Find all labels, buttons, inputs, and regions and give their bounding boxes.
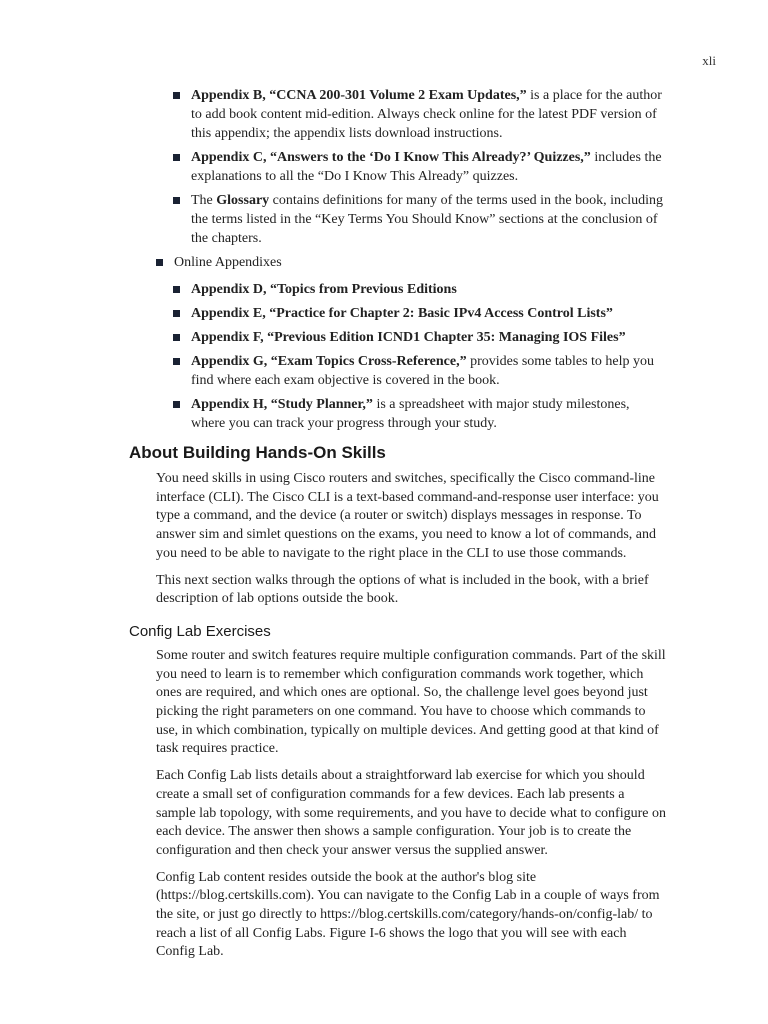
subsection-heading-config-lab: Config Lab Exercises xyxy=(129,622,271,640)
bullet-square-icon xyxy=(173,286,180,293)
bullet-square-icon xyxy=(156,259,163,266)
page-number: xli xyxy=(702,53,716,68)
item-text: provides some tables to help you find where each exam objective is covered in the book. xyxy=(191,354,655,388)
list-item-appendix-e xyxy=(173,304,667,323)
item-title: Glossary xyxy=(216,193,270,208)
list-item-appendix-h xyxy=(173,395,667,433)
item-title: Appendix E, “Practice for Chapter 2: Basic IPv4 Access Control Lists” xyxy=(191,306,613,321)
paragraph: This next section walks through the options of what is included in the book, with a brief description of lab options outside the book. xyxy=(156,572,649,607)
paragraph: Config Lab content resides outside the book at the author's blog site (https://blog.certskills.com). You can navigate to the Config Lab in a couple of ways from the site, or just go directly to https://blog.certskills.com/category/hands-on/config-lab/ to reach a list of all Config Labs. Figure I-6 shows the logo that you will see with each Config Lab. xyxy=(156,869,660,960)
list-item-appendix-c xyxy=(173,148,667,186)
item-title: Appendix G, “Exam Topics Cross-Reference,” xyxy=(191,354,467,369)
list-item-appendix-d xyxy=(173,280,667,299)
item-title: Appendix H, “Study Planner,” xyxy=(191,397,373,412)
paragraph: Each Config Lab lists details about a straightforward lab exercise for which you should create a small set of configuration commands for a few devices. Each lab presents a sample lab topology, with some requirements, and you have to decide what to configure on each device. The answer then shows a sample configuration. Your job is to create the configuration and then check your answer versus the supplied answer. xyxy=(156,768,666,858)
bullet-square-icon xyxy=(173,358,180,365)
item-title: Appendix B, “CCNA 200-301 Volume 2 Exam Updates,” xyxy=(191,88,527,103)
paragraph: Some router and switch features require multiple configuration commands. Part of the skill you need to learn is to remember which configuration commands work together, which ones are required, and which ones are optional. So, the challenge level goes beyond just picking the right parameters on one command. You have to choose which commands to use, in which combination, typically on multiple devices. And getting good at that kind of task requires practice. xyxy=(156,647,666,757)
bullet-square-icon xyxy=(173,92,180,99)
bullet-square-icon xyxy=(173,310,180,317)
item-title: Appendix C, “Answers to the ‘Do I Know This Already?’ Quizzes,” xyxy=(191,150,591,165)
item-prefix: The xyxy=(191,193,217,208)
bullet-square-icon xyxy=(173,334,180,341)
item-text: includes the explanations to all the “Do I Know This Already” quizzes. xyxy=(191,150,662,184)
item-text: is a place for the author to add book content mid-edition. Always check online for the latest PDF version of this appendix; the appendix lists download instructions. xyxy=(191,88,662,141)
list-item-appendix-b xyxy=(173,86,667,143)
page-content xyxy=(0,86,768,970)
bullet-square-icon xyxy=(173,154,180,161)
list-item-appendix-g xyxy=(173,352,667,390)
item-title: Appendix F, “Previous Edition ICND1 Chapter 35: Managing IOS Files” xyxy=(191,330,626,345)
item-title: Appendix D, “Topics from Previous Editions xyxy=(191,282,457,297)
paragraph: You need skills in using Cisco routers and switches, specifically the Cisco command-line interface (CLI). The Cisco CLI is a text-based command-and-response user interface: you type a command, and the device (a router or switch) displays messages in response. To answer sim and simlet questions on the exams, you need to know a lot of commands, and you need to be able to navigate to the right place in the CLI to use those commands. xyxy=(156,471,659,561)
bullet-square-icon xyxy=(173,401,180,408)
list-item-online-appendixes xyxy=(156,253,676,272)
list-item-appendix-f xyxy=(173,328,667,347)
item-text: is a spreadsheet with major study milestones, where you can track your progress through your study. xyxy=(191,397,630,431)
item-title: Online Appendixes xyxy=(174,255,282,270)
section-heading-hands-on-skills: About Building Hands-On Skills xyxy=(129,443,386,462)
item-text: contains definitions for many of the terms used in the book, including the terms listed in the “Key Terms You Should Know” sections at the conclusion of the chapters. xyxy=(191,193,664,246)
bullet-square-icon xyxy=(173,197,180,204)
list-item-glossary xyxy=(173,191,667,248)
